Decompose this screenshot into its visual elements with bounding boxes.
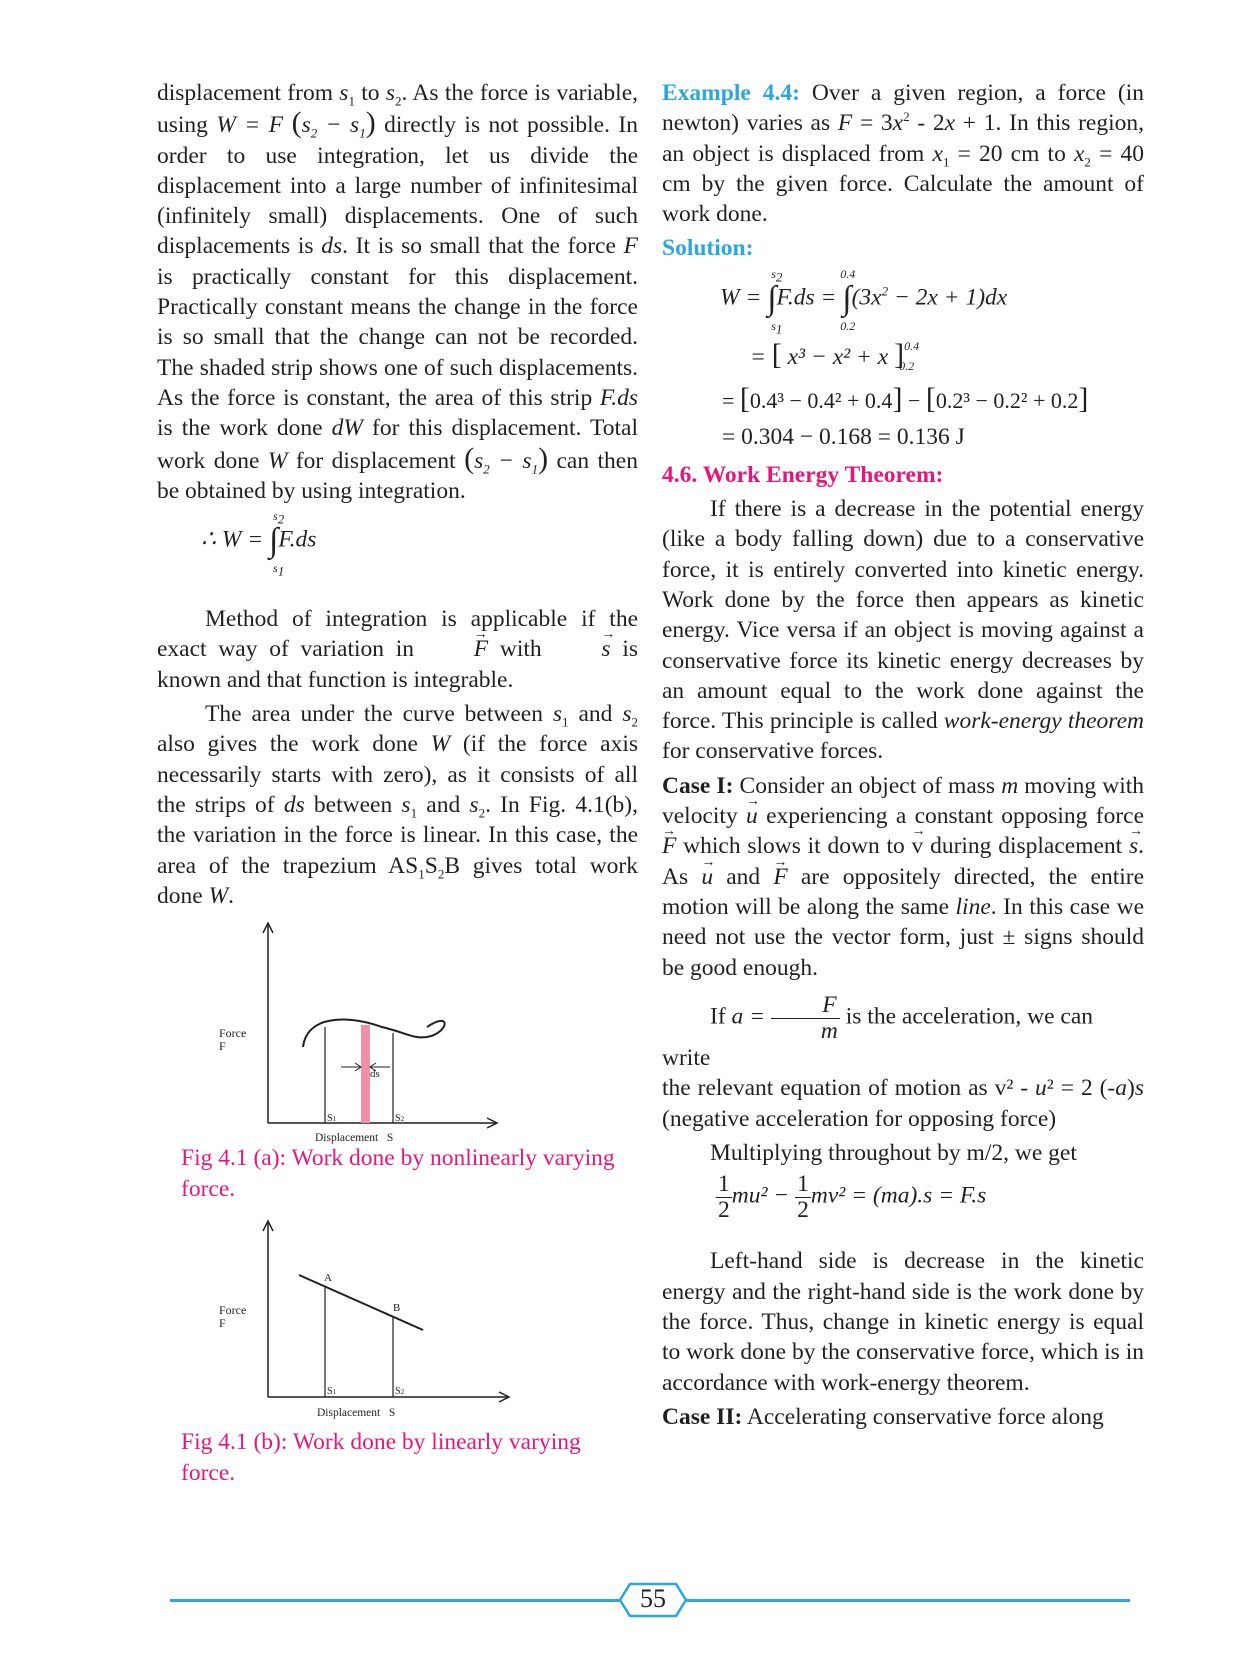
figure-nonlinear-force (157, 915, 638, 1145)
paragraph-multiplying: Multiplying throughout by m/2, we get (710, 1140, 1077, 1167)
figure-a-caption: Fig 4.1 (a): Work done by nonlinearly varying force. (181, 1145, 615, 1203)
paragraph-case-1: Case I: Consider an object of mass m moving with velocity → u experiencing a constant opposing force → F which slows it down to → v during displacement → s. As → u and → F are oppositely directed, the entire motion will be along the same line. In this case we need not use the vector form, just ± signs should be good enough. (662, 771, 1144, 983)
figure-b-caption: Fig 4.1 (b): Work done by linearly varying force. (181, 1429, 581, 1487)
work-formula: W = F $(s_2 - s_1)$ (216, 106, 376, 141)
svg-text:S1: S1 (327, 1386, 337, 1398)
paragraph-integration: Method of integration is applicable if the exact way of variation in → F with → s is known and that function is integrable. (157, 604, 638, 695)
solution-step-2: = [ x³ − x² + x ]$^{0.4}_{0.2}$ (750, 337, 920, 373)
svg-text:S1: S1 (327, 1113, 337, 1125)
paragraph-motion-equation: the relevant equation of motion as v² - u² = 2 (-a)s (negative acceleration for opposing force) (662, 1075, 1144, 1132)
paragraph-acceleration: If a = $\frac{F}{m}$ is the acceleration, we can write (662, 991, 1094, 1072)
solution-label: Solution: (662, 235, 754, 262)
force-line (299, 1275, 423, 1330)
solution-integral: W = ∫ $s_2$ $s_1$ F.ds = ∫ 0.4 0.2 $(3x^2 - 2x + 1)dx$ (720, 266, 1008, 337)
footer-rule-right (680, 1599, 1130, 1602)
paragraph-conclusion: Left-hand side is decrease in the kinetic energy and the right-hand side is the work done by the force. Thus, change in kinetic energy is equal to work done by the conservative force, which is in accordance with work-energy theorem. (662, 1248, 1144, 1396)
svg-text:S2: S2 (395, 1113, 405, 1125)
svg-text:S2: S2 (395, 1386, 405, 1398)
paragraph-displacement: displacement from $s_1$ to $s_2$. As the force is variable, using W = F $(s_2 - s_1)$ directly is not possible. In order to use integration, let us divide the displacement into a large number of infinitesimal (infinitely small) displacements. One of such displacements is ds. It is so small that the force F is practically constant for this displacement. Practically constant means the change in the force is so small that the change can not be recorded. The shaded strip shows one of such displacements. As the force is constant, the area of this strip F.ds is the work done dW for this displacement. Total work done W for displacement $(s_2 - s_1)$ can then be obtained by using integration. (157, 80, 639, 504)
kinetic-energy-equation: $\frac{1}{2}$ mu² − $\frac{1}{2}$ mv² = (ma).s = F.s (718, 1171, 987, 1224)
right-column (662, 78, 1144, 1432)
shaded-strip (361, 1025, 370, 1123)
point-b-label: B (393, 1302, 401, 1315)
svg-text:Force: Force (219, 1303, 247, 1318)
solution-step-3: = [0.4³ − 0.4² + 0.4] − [0.2³ − 0.2² + 0.2] (722, 381, 1089, 415)
axis-label-force: Force (219, 1026, 247, 1041)
left-column (157, 78, 638, 1489)
paragraph-case-2: Case II: Accelerating conservative force along (662, 1403, 1104, 1430)
svg-text:F: F (219, 1316, 226, 1331)
figure-linear-force (157, 1215, 638, 1425)
paragraph-work-energy: If there is a decrease in the potential energy (like a body falling down) due to a conservative force, it is entirely converted into kinetic energy. Work done by the force then appears as kinetic energy. Vice versa if an object is moving against a conservative force its kinetic energy decreases by an amount equal to the work done against the force. This principle is called work-energy theorem for conservative forces. (662, 496, 1144, 765)
example-4-4: Example 4.4: Over a given region, a force (in newton) varies as $F = 3x^2 - 2x + 1$. In this region, an object is displaced from $x_1 = 20$ cm to $x_2 = 40$ cm by the given force. Calculate the amount of work done. (662, 80, 1145, 228)
force-curve (303, 1020, 445, 1047)
axis-label-displacement: Displacement S (315, 1132, 394, 1145)
svg-text:Displacement S: Displacement S (317, 1407, 396, 1420)
paragraph-area: The area under the curve between $s_1$ and $s_2$ also gives the work done W (if the force axis necessarily starts with zero), as it consists of all the strips of ds between $s_1$ and $s_2$. In Fig. 4.1(b), the variation in the force is linear. In this case, the area of the trapezium $AS_1S_2B$ gives total work done W. (157, 701, 639, 909)
solution-result: = 0.304 − 0.168 = 0.136 J (722, 423, 965, 450)
page-number: 55 (640, 1584, 666, 1613)
ds-label: ds (370, 1068, 380, 1081)
svg-text:F: F (219, 1039, 226, 1054)
footer-rule-left (170, 1599, 630, 1602)
point-a-label: A (324, 1272, 332, 1285)
work-integral-equation: ∴ W = ∫ $s_2$ $s_1$ F.ds (201, 509, 317, 579)
example-label: Example 4.4: (662, 80, 800, 106)
section-title: 4.6. Work Energy Theorem: (662, 461, 944, 488)
